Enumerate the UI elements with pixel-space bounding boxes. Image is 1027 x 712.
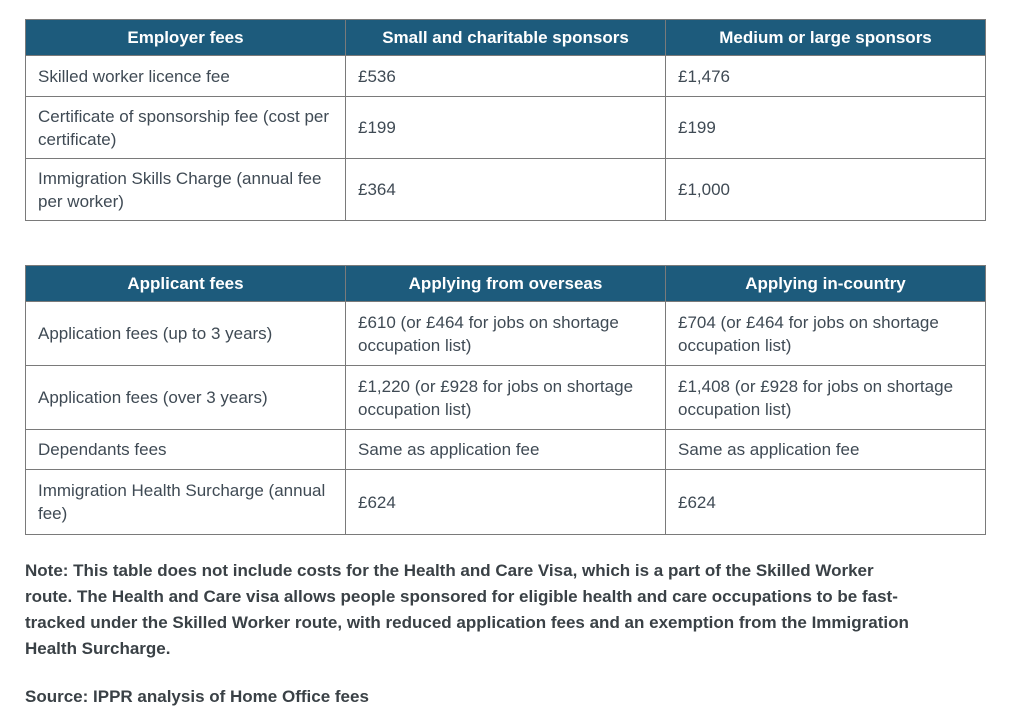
value-cell: £704 (or £464 for jobs on shortage occupation list) <box>666 302 986 366</box>
column-header: Employer fees <box>26 20 346 56</box>
value-cell: £1,476 <box>666 56 986 97</box>
value-cell: £624 <box>346 470 666 535</box>
table-row <box>26 366 986 430</box>
column-header: Applicant fees <box>26 266 346 302</box>
note-text: Note: This table does not include costs for the Health and Care Visa, which is a part of the Skilled Worker route. The Health and Care visa allows people sponsored for eligible health and care occupations to be fast-tracked under the Skilled Worker route, with reduced application fees and an exemption from the Immigration Health Surcharge. <box>25 561 909 658</box>
row-label-cell: Skilled worker licence fee <box>26 56 346 97</box>
table-row <box>26 97 986 159</box>
value-cell: £199 <box>666 97 986 159</box>
row-label-cell: Immigration Health Surcharge (annual fee) <box>26 470 346 535</box>
table-row <box>26 470 986 535</box>
row-label-cell: Certificate of sponsorship fee (cost per certificate) <box>26 97 346 159</box>
value-cell: Same as application fee <box>666 430 986 470</box>
row-label-cell: Application fees (up to 3 years) <box>26 302 346 366</box>
column-header: Small and charitable sponsors <box>346 20 666 56</box>
column-header: Medium or large sponsors <box>666 20 986 56</box>
value-cell: £1,220 (or £928 for jobs on shortage occupation list) <box>346 366 666 430</box>
table-row <box>26 56 986 97</box>
employer-fees-header-row <box>26 20 986 56</box>
employer-fees-table <box>25 19 986 221</box>
value-cell: £536 <box>346 56 666 97</box>
source-text: Source: IPPR analysis of Home Office fees <box>25 687 369 706</box>
value-cell: £610 (or £464 for jobs on shortage occupation list) <box>346 302 666 366</box>
value-cell: £199 <box>346 97 666 159</box>
row-label-cell: Dependants fees <box>26 430 346 470</box>
row-label-cell: Application fees (over 3 years) <box>26 366 346 430</box>
value-cell: £1,000 <box>666 159 986 221</box>
applicant-fees-header-row <box>26 266 986 302</box>
value-cell: Same as application fee <box>346 430 666 470</box>
applicant-fees-table <box>25 265 986 535</box>
value-cell: £624 <box>666 470 986 535</box>
column-header: Applying from overseas <box>346 266 666 302</box>
value-cell: £1,408 (or £928 for jobs on shortage occupation list) <box>666 366 986 430</box>
table-row <box>26 430 986 470</box>
value-cell: £364 <box>346 159 666 221</box>
row-label-cell: Immigration Skills Charge (annual fee per worker) <box>26 159 346 221</box>
column-header: Applying in-country <box>666 266 986 302</box>
table-row <box>26 159 986 221</box>
table-row <box>26 302 986 366</box>
